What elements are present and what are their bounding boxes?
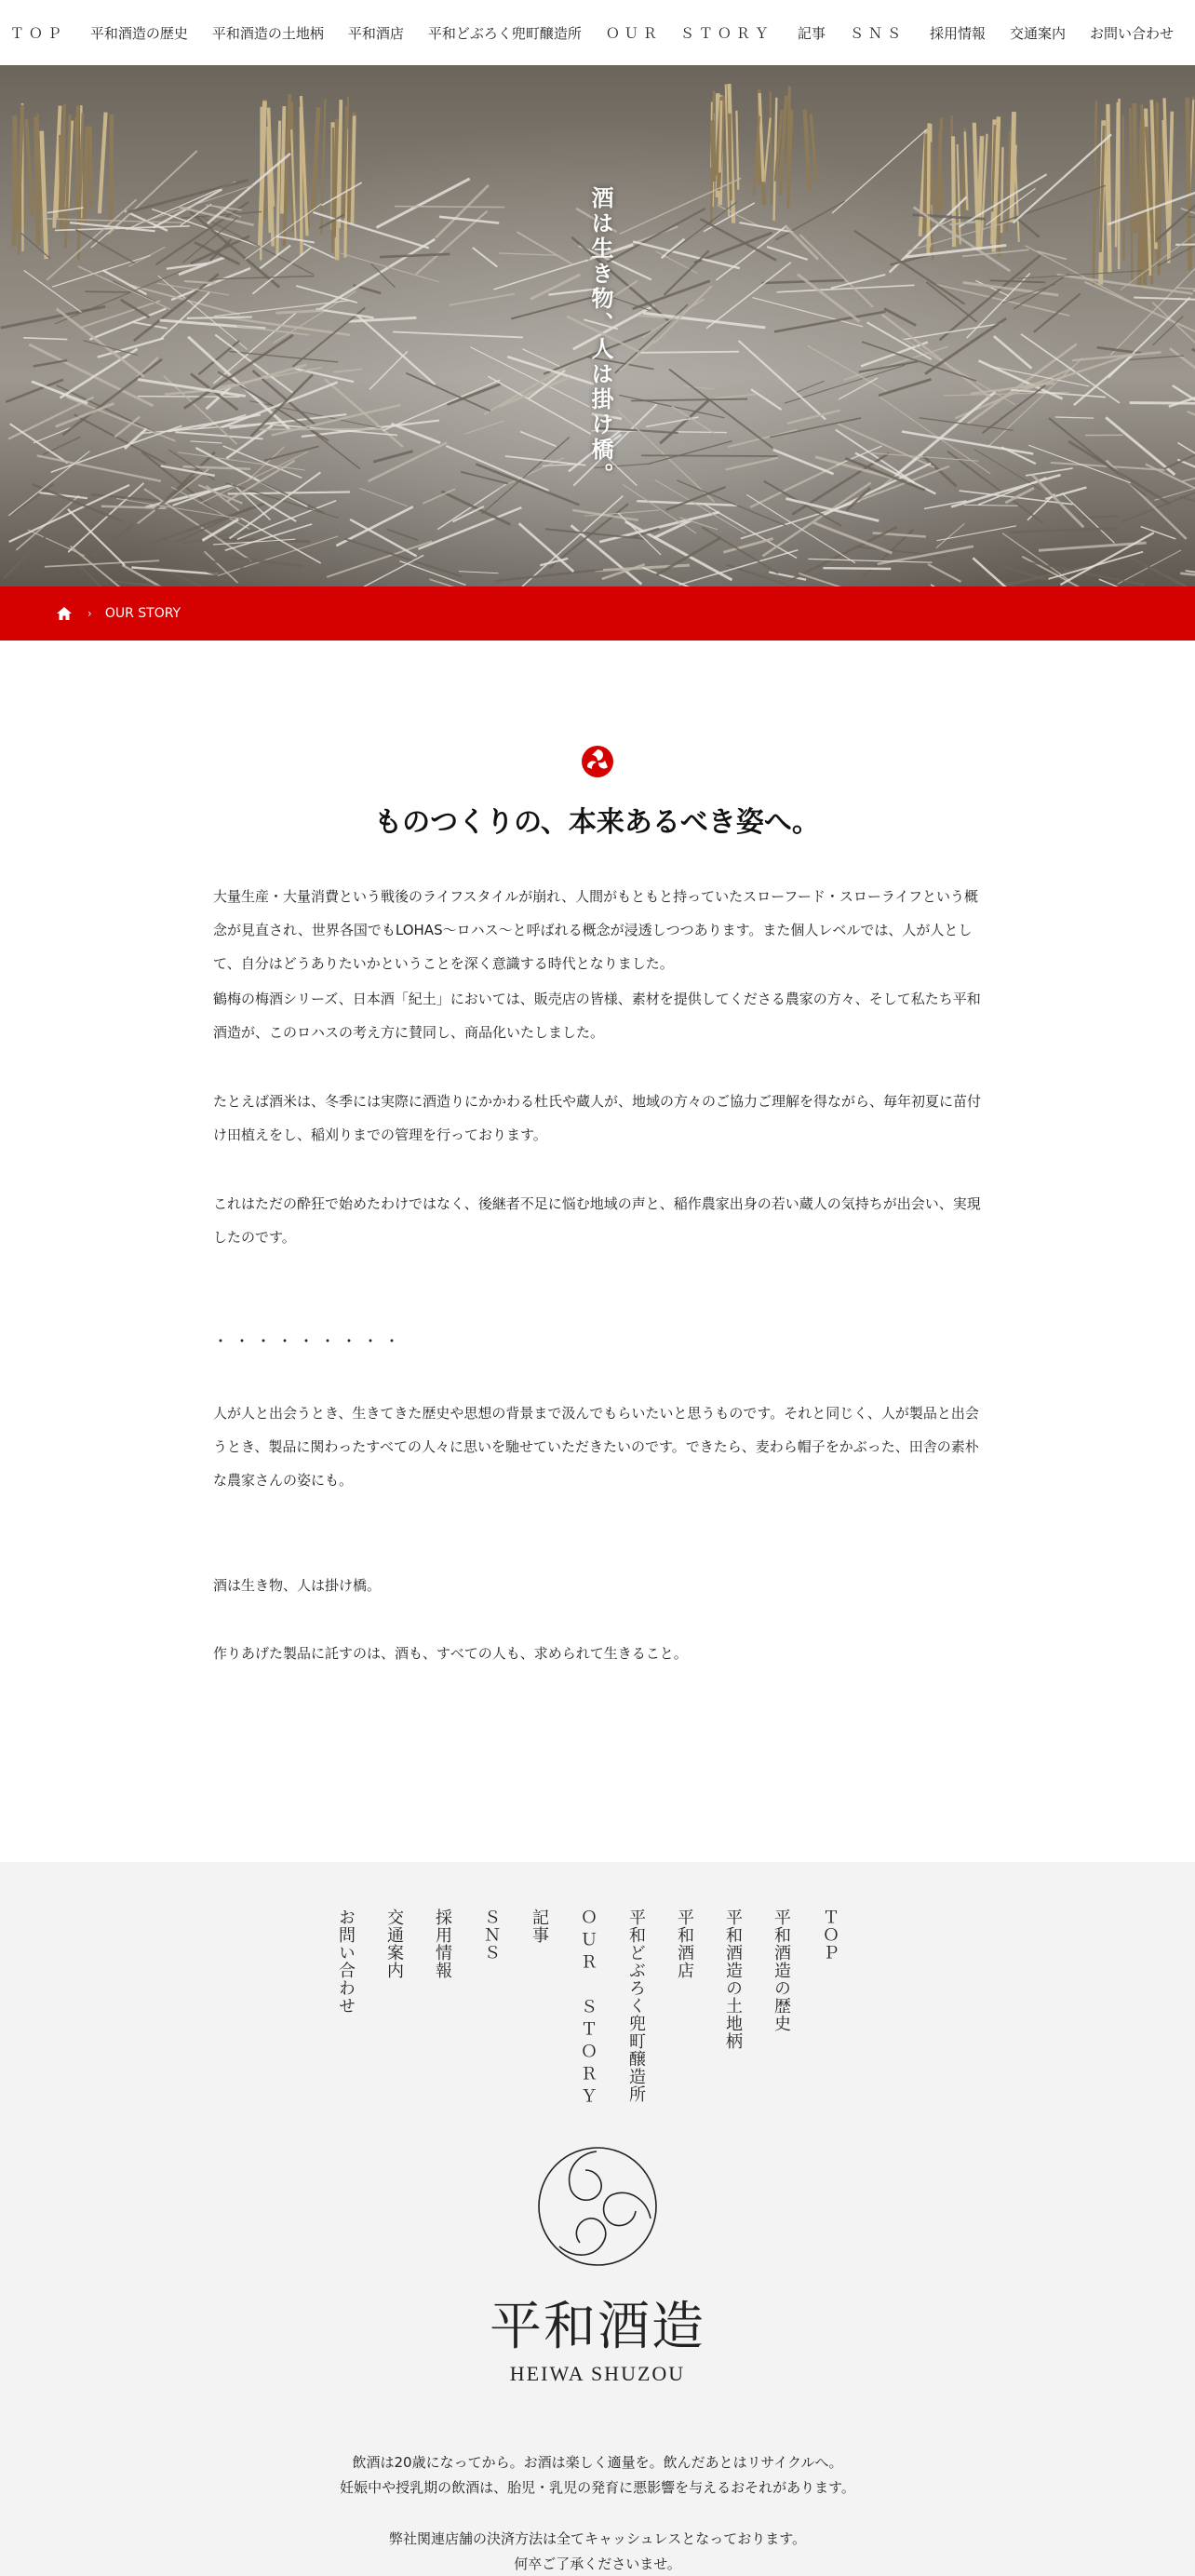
nav-our-story[interactable]: ＯＵＲ ＳＴＯＲＹ bbox=[605, 24, 773, 42]
footer-nav-sns[interactable]: ＳＮＳ bbox=[481, 1908, 501, 1962]
paragraph-2: 鶴梅の梅酒シリーズ、日本酒「紀土」においては、販売店の皆様、素材を提供してくださる農家の方々、そして私たち平和酒造が、このロハスの考え方に賛同し、商品化いたしました。 bbox=[213, 991, 981, 1041]
paragraph-1: 大量生産・大量消費という戦後のライフスタイルが崩れ、人間がもともと持っていたスローフード・スローライフという概念が見直され、世界各国でもLOHAS〜ロハス〜と呼ばれる概念が浸透しつつあります。また個人レベルでは、人が人として、自分はどうありたいかということを深く意識する時代となりました。 bbox=[213, 888, 979, 972]
site-footer bbox=[0, 1862, 1195, 2576]
nav-top[interactable]: ＴＯＰ bbox=[9, 24, 66, 42]
footer-nav-doburoku[interactable]: 平和どぶろく兜町醸造所 bbox=[626, 1908, 646, 2103]
dot-divider: ・・・・・・・・・ bbox=[213, 1332, 407, 1350]
footer-nav-our-story[interactable]: ＯＵＲ ＳＴＯＲＹ bbox=[578, 1908, 598, 2110]
nav-history[interactable]: 平和酒造の歴史 bbox=[89, 24, 188, 42]
paragraph-7: 作りあげた製品に託すのは、酒も、すべての人も、求められて生きること。 bbox=[213, 1645, 688, 1662]
page-heading: ものつくりの、本来あるべき姿へ。 bbox=[374, 806, 820, 839]
hero-image bbox=[0, 65, 1195, 587]
home-icon[interactable] bbox=[56, 605, 73, 622]
nav-recruit[interactable]: 採用情報 bbox=[929, 24, 986, 42]
footer-nav bbox=[0, 1908, 841, 2110]
paragraph-5: 人が人と出会うとき、生きてきた歴史や思想の背景まで汲んでもらいたいと思うものです。それと同じく、人が製品と出会うとき、製品に関わったすべての人々に思いを馳せていただきたいのです。できたら、麦わら帽子をかぶった、田舎の素朴な農家さんの姿にも。 bbox=[213, 1405, 979, 1489]
footer-nav-recruit[interactable]: 採用情報 bbox=[433, 1908, 452, 1979]
footer-nav-history[interactable]: 平和酒造の歴史 bbox=[772, 1908, 791, 2032]
footer-note-2: 妊娠中や授乳期の飲酒は、胎児・乳児の発育に悪影響を与えるおそれがあります。 bbox=[340, 2479, 855, 2496]
nav-doburoku[interactable]: 平和どぶろく兜町醸造所 bbox=[427, 24, 582, 42]
global-nav bbox=[0, 0, 1195, 65]
footer-nav-access[interactable]: 交通案内 bbox=[384, 1908, 404, 1979]
paragraph-3: たとえば酒米は、冬季には実際に酒造りにかかわる杜氏や蔵人が、地域の方々のご協力ご理解を得ながら、毎年初夏に苗付け田植えをし、稲刈りまでの管理を行っております。 bbox=[213, 1093, 982, 1143]
nav-sns[interactable]: ＳＮＳ bbox=[849, 24, 906, 42]
footer-nav-articles[interactable]: 記事 bbox=[530, 1908, 549, 1944]
breadcrumb bbox=[0, 587, 1195, 641]
heiwa-logo-icon[interactable] bbox=[537, 2146, 658, 2267]
nav-land[interactable]: 平和酒造の土地柄 bbox=[211, 24, 324, 42]
footer-note-3: 弊社関連店舗の決済方法は全てキャッシュレスとなっております。 bbox=[388, 2530, 807, 2547]
hero-tagline: 酒は生き物、人は掛け橋。 bbox=[587, 186, 613, 488]
footer-nav-land[interactable]: 平和酒造の土地柄 bbox=[723, 1908, 743, 2050]
footer-nav-top[interactable]: ＴＯＰ bbox=[820, 1908, 839, 1962]
footer-note-4: 何卒ご了承くださいませ。 bbox=[514, 2556, 681, 2572]
nav-shop[interactable]: 平和酒店 bbox=[347, 24, 404, 42]
footer-nav-shop[interactable]: 平和酒店 bbox=[675, 1908, 694, 1979]
nav-contact[interactable]: お問い合わせ bbox=[1089, 24, 1174, 42]
tomoe-emblem-icon bbox=[581, 745, 614, 778]
footer-note-1: 飲酒は20歳になってから。お酒は楽しく適量を。飲んだあとはリサイクルへ。 bbox=[352, 2454, 843, 2471]
nav-access[interactable]: 交通案内 bbox=[1009, 24, 1066, 42]
breadcrumb-separator: › bbox=[87, 607, 92, 620]
paragraph-6: 酒は生き物、人は掛け橋。 bbox=[213, 1577, 382, 1594]
logo-text-en: HEIWA SHUZOU bbox=[509, 2362, 686, 2385]
logo-text-jp: 平和酒造 bbox=[490, 2297, 705, 2357]
footer-nav-contact[interactable]: お問い合わせ bbox=[336, 1908, 356, 2015]
nav-articles[interactable]: 記事 bbox=[797, 24, 826, 42]
breadcrumb-current: OUR STORY bbox=[104, 606, 181, 621]
paragraph-4: これはただの酔狂で始めたわけではなく、後継者不足に悩む地域の声と、稲作農家出身の若い蔵人の気持ちが出会い、実現したのです。 bbox=[213, 1195, 981, 1246]
